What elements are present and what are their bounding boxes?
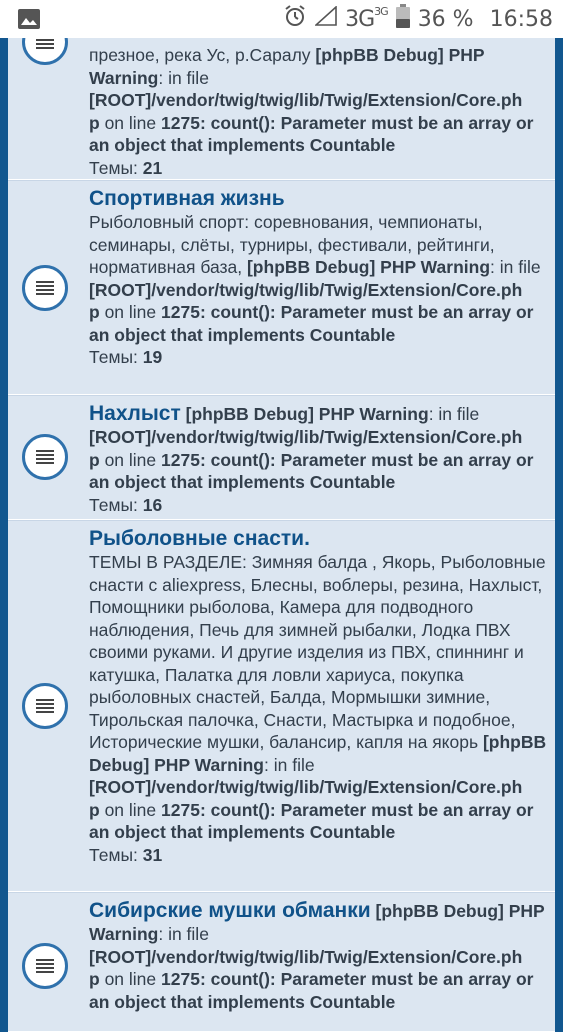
forum-row[interactable] [8, 520, 555, 892]
forum-description: Сибирские мушки обманки [phpBB Debug] PHP Warning: in file [ROOT]/vendor/twig/twig/lib/Twig/Extension/Core.ph p on line 1275: count(): Parameter must be an array or an object that implements Countable [89, 899, 545, 1012]
topics-count: Темы: 21 [89, 157, 163, 178]
alarm-icon [283, 4, 307, 34]
forum-description: Рыболовный спорт: соревнования, чемпионаты, семинары, слёты, турниры, фестивали, рейтинги, нормативная база, [phpBB Debug] PHP Warning: in file [ROOT]/vendor/twig/twig/lib/Twig/Extension/Core.ph p on line 1275: count(): Parameter must be an array or an object that implements Countable [89, 212, 541, 345]
forum-read-icon [22, 943, 68, 989]
signal-icon [315, 6, 337, 32]
battery-percent: 36 % [417, 6, 474, 32]
forum-description: презное, река Ус, р.Саралу [phpBB Debug] PHP Warning: in file [ROOT]/vendor/twig/twig/lib/Twig/Extension/Core.ph p on line 1275: count(): Parameter must be an array or an object that implements Countable [89, 45, 534, 155]
topics-count: Темы: 31 [89, 844, 163, 865]
forum-title-link[interactable]: Сибирские мушки обманки [89, 899, 371, 922]
topics-count: Темы: 16 [89, 494, 163, 515]
forum-title-link[interactable]: Нахлыст [89, 402, 181, 425]
forum-read-icon [22, 683, 68, 729]
clock: 16:58 [489, 6, 553, 32]
forum-read-icon [22, 265, 68, 311]
gallery-notification-icon [18, 9, 40, 29]
status-bar [0, 0, 563, 38]
forum-row[interactable] [8, 892, 555, 1032]
forum-row[interactable] [8, 395, 555, 520]
topics-count: Темы: 19 [89, 347, 163, 367]
forum-read-icon [22, 434, 68, 480]
forum-title-link[interactable]: Рыболовные снасти. [89, 527, 310, 550]
forum-description: ТЕМЫ В РАЗДЕЛЕ: Зимняя балда , Якорь, Рыболовные снасти с aliexpress, Блесны, воблеры, резина, Нахлыст, Помощники рыболова, Камера для подводного наблюдения, Печь для зимней рыбалки, Лодка ПВХ своими руками. И другие изделия из ПВХ, спиннинг и катушка, Палатка для ловли хариуса, покупка рыболовных снастей, Балда, Мормышки зимние, Тирольская палочка, Снасти, Мастырка и подобное, Исторические мушки, балансир, капля на якорь [phpBB Debug] PHP Warning: in file [ROOT]/vendor/twig/twig/lib/Twig/Extension/Core.ph p on line 1275: count(): Parameter must be an array or an object that implements Countable [89, 552, 547, 842]
forum-description: Нахлыст [phpBB Debug] PHP Warning: in file [ROOT]/vendor/twig/twig/lib/Twig/Extension/Core.ph p on line 1275: count(): Parameter must be an array or an object that implements Countable [89, 402, 534, 492]
forum-row[interactable] [8, 180, 555, 395]
forum-title-link[interactable]: Спортивная жизнь [89, 187, 285, 210]
network-type: $3G^{3G}$ [345, 4, 388, 32]
battery-icon [396, 4, 410, 34]
